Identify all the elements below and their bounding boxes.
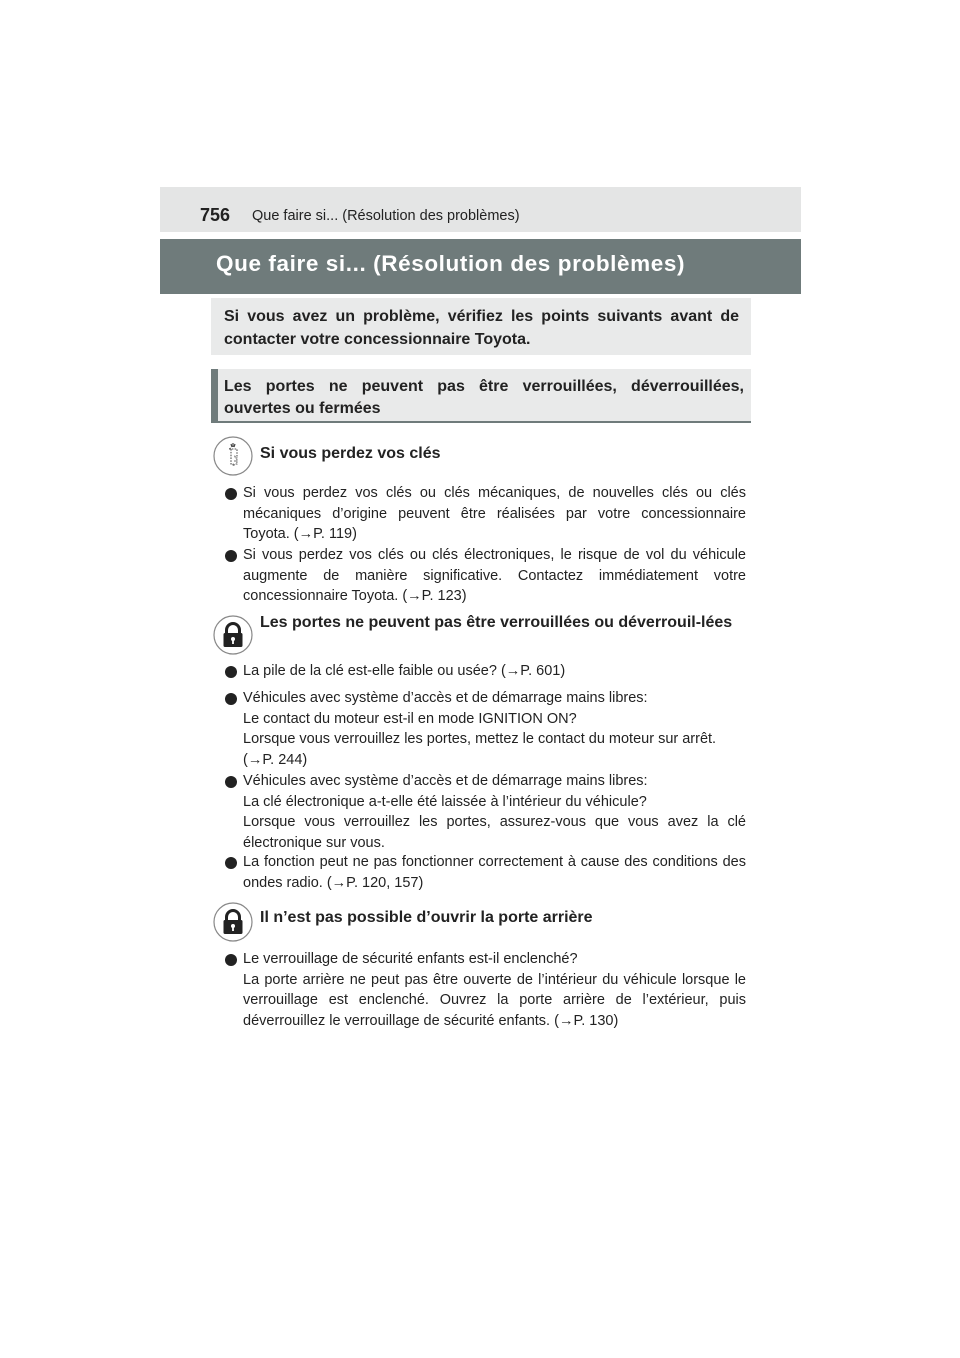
- key-icon: [213, 436, 253, 476]
- bullet-icon: [225, 857, 237, 869]
- list-item: [243, 545, 746, 607]
- section-heading-box: [211, 369, 751, 423]
- intro-box: [211, 298, 751, 355]
- list-item-text: Lorsque vous verrouillez les portes, mettez le contact du moteur sur arrêt.: [243, 731, 717, 747]
- list-item-text: Le contact du moteur est-il en mode IGNITION ON?: [243, 710, 577, 727]
- bullet-icon: [225, 550, 237, 562]
- list-item-text: Si vous perdez vos clés ou clés électroniques, le risque de vol du véhicule augmente de manière significative. Contactez immédiatement votre concessionnaire Toyota. (→P. 123): [243, 547, 746, 604]
- bullet-icon: [225, 954, 237, 966]
- list-item: [243, 483, 746, 545]
- section-title: Les portes ne peuvent pas être verrouillées, déverrouillées, ouvertes ou fermées: [224, 378, 744, 417]
- list-item-text: La fonction peut ne pas fonctionner correctement à cause des conditions des ondes radio. (→P. 120, 157): [243, 854, 746, 891]
- list-item-text: (→P. 244): [243, 751, 308, 768]
- page-header: [160, 187, 801, 232]
- chapter-banner: [160, 239, 801, 294]
- list-item: [243, 771, 746, 853]
- list-item: [243, 949, 746, 1031]
- list-item: [243, 688, 746, 770]
- subsection-title-rear-door: Il n’est pas possible d’ouvrir la porte arrière: [260, 909, 593, 926]
- list-item-text: La pile de la clé est-elle faible ou usée? (→P. 601): [243, 663, 566, 679]
- list-item-text: La porte arrière ne peut pas être ouverte de l’intérieur du véhicule lorsque le verrouillage est enclenché. Ouvrez la porte arrière de l’extérieur, puis déverrouillez le verrouillage de sécurité enfants. (→P. 130): [243, 971, 746, 1029]
- padlock-icon: [213, 615, 253, 655]
- list-item-text: Véhicules avec système d’accès et de démarrage mains libres:: [243, 690, 648, 706]
- list-item-text: La clé électronique a-t-elle été laissée à l’intérieur du véhicule?: [243, 793, 647, 810]
- bullet-icon: [225, 693, 237, 705]
- list-item-text: Lorsque vous verrouillez les portes, assurez-vous que vous avez la clé électronique sur vous.: [243, 814, 746, 851]
- intro-text: Si vous avez un problème, vérifiez les points suivants avant de contacter votre concessionnaire Toyota.: [224, 308, 739, 348]
- padlock-icon: [213, 902, 253, 942]
- list-item: [243, 852, 746, 893]
- list-item: [243, 661, 746, 682]
- chapter-title: Que faire si... (Résolution des problèmes): [216, 251, 686, 276]
- bullet-icon: [225, 776, 237, 788]
- subsection-title-lost-keys: Si vous perdez vos clés: [260, 445, 441, 462]
- list-item-text: Véhicules avec système d’accès et de démarrage mains libres:: [243, 773, 648, 789]
- list-item-text: Si vous perdez vos clés ou clés mécaniques, de nouvelles clés ou clés mécaniques d’origine peuvent être réalisées par votre concessionnaire Toyota. (→P. 119): [243, 485, 746, 542]
- running-title: Que faire si... (Résolution des problèmes): [252, 208, 520, 224]
- bullet-icon: [225, 488, 237, 500]
- list-item-text: Le verrouillage de sécurité enfants est-il enclenché?: [243, 951, 578, 967]
- bullet-icon: [225, 666, 237, 678]
- page-number: 756: [200, 205, 231, 225]
- subsection-title-lock-issue: Les portes ne peuvent pas être verrouillées ou déverrouil-lées: [260, 614, 733, 631]
